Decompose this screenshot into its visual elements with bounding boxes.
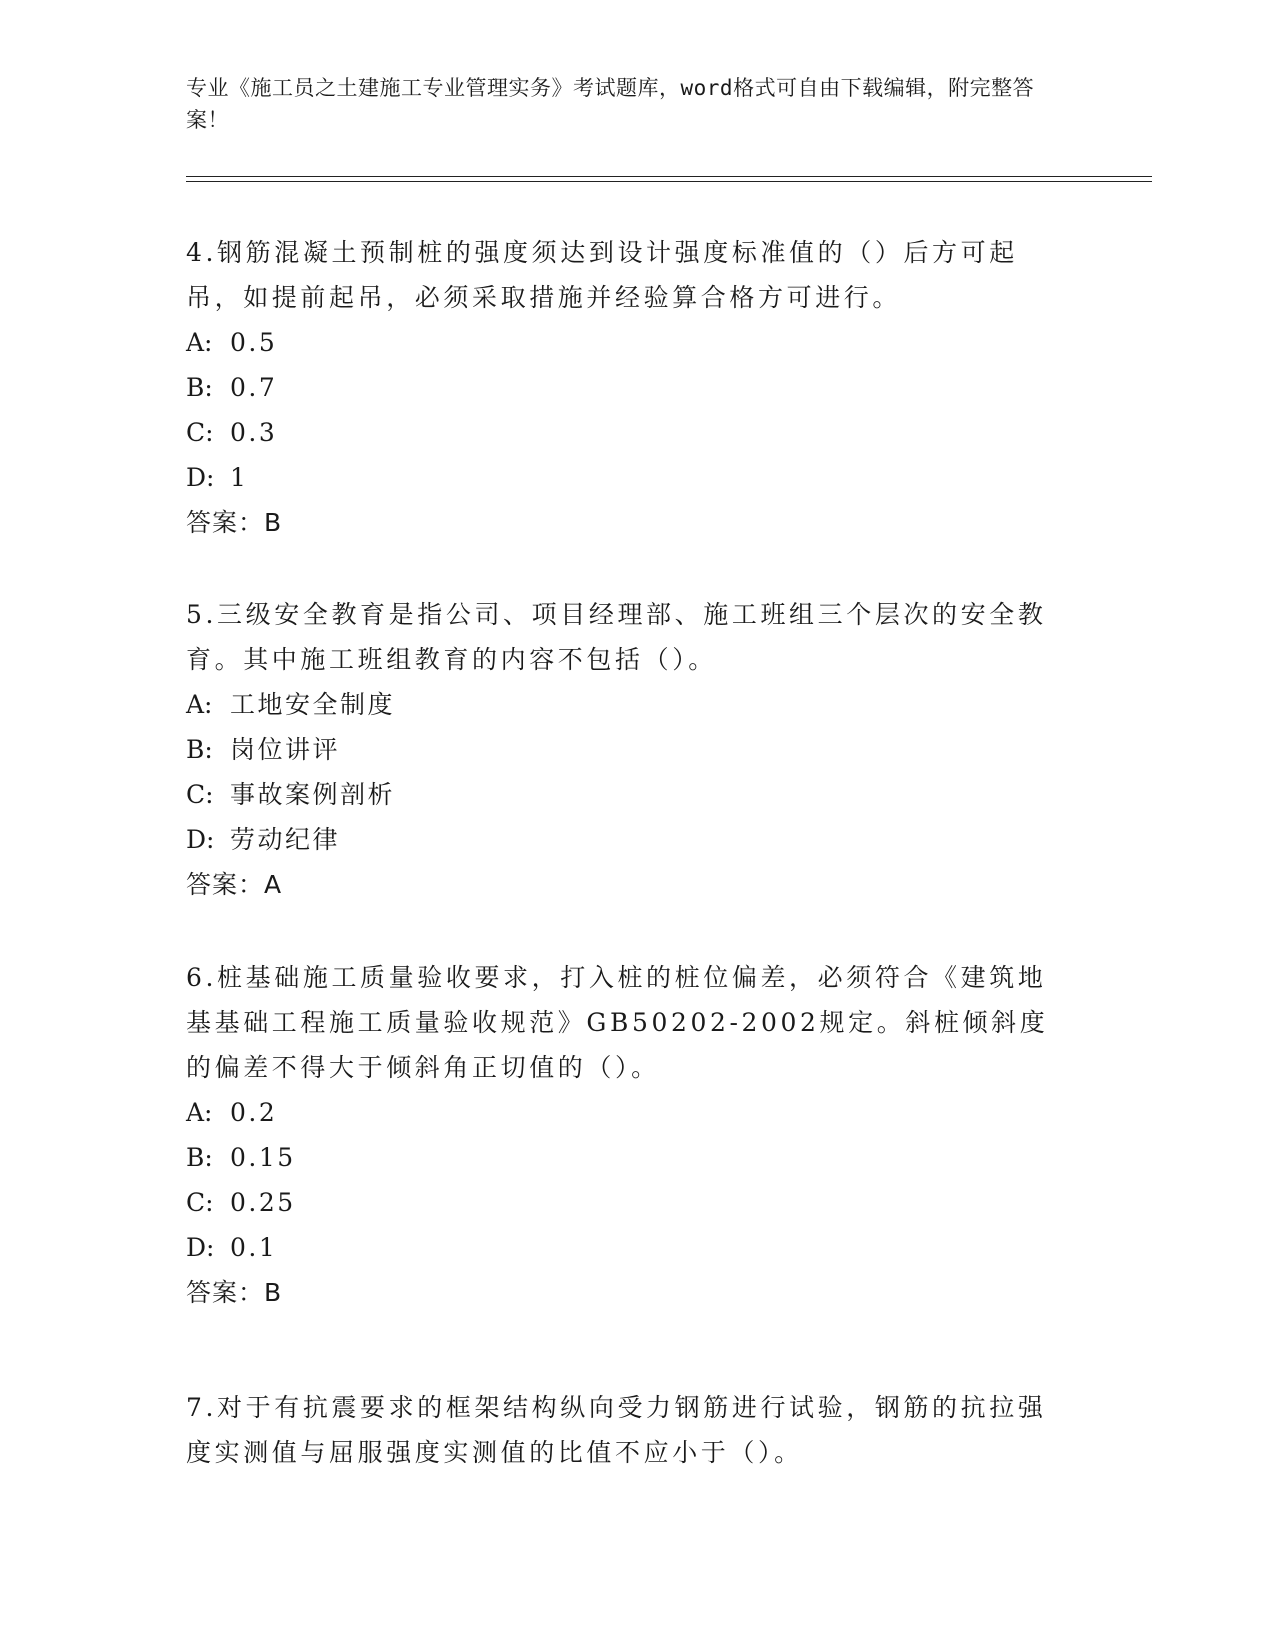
- option-label: B:: [186, 735, 213, 764]
- option-label: D:: [186, 463, 215, 492]
- question-stem: 7.对于有抗震要求的框架结构纵向受力钢筋进行试验，钢筋的抗拉强度实测值与屈服强度实测值的比值不应小于（）。: [186, 1393, 1047, 1467]
- header-divider-top: [186, 176, 1152, 177]
- answer: 答案：B: [186, 508, 283, 537]
- option-text: 劳动纪律: [230, 825, 341, 854]
- option-text: 0.7: [230, 373, 278, 402]
- option-label: A:: [186, 328, 213, 357]
- option-label: D:: [186, 1233, 215, 1262]
- option-text: 事故案例剖析: [230, 780, 396, 809]
- option-b: [186, 727, 1066, 772]
- option-label: D:: [186, 825, 215, 854]
- option-d: [186, 455, 1066, 500]
- option-text: 0.5: [230, 328, 278, 357]
- option-text: 工地安全制度: [230, 690, 396, 719]
- option-label: C:: [186, 1188, 214, 1217]
- option-c: [186, 410, 1066, 455]
- question-7: [186, 1385, 1066, 1475]
- option-text: 岗位讲评: [230, 735, 341, 764]
- option-text: 0.25: [230, 1188, 296, 1217]
- option-text: 0.3: [230, 418, 278, 447]
- option-text: 0.1: [230, 1233, 278, 1262]
- option-c: [186, 772, 1066, 817]
- option-label: C:: [186, 780, 214, 809]
- option-a: [186, 1090, 1066, 1135]
- option-d: [186, 1225, 1066, 1270]
- option-b: [186, 1135, 1066, 1180]
- option-text: 1: [230, 463, 249, 492]
- option-label: C:: [186, 418, 214, 447]
- question-stem: 6.桩基础施工质量验收要求，打入桩的桩位偏差，必须符合《建筑地基基础工程施工质量验收规范》GB50202-2002规定。斜桩倾斜度的偏差不得大于倾斜角正切值的（）。: [186, 963, 1049, 1082]
- option-a: [186, 320, 1066, 365]
- option-a: [186, 682, 1066, 727]
- option-label: A:: [186, 690, 213, 719]
- option-label: B:: [186, 373, 213, 402]
- question-4: [186, 230, 1066, 545]
- question-6: [186, 955, 1066, 1315]
- answer: 答案：A: [186, 870, 283, 899]
- option-b: [186, 365, 1066, 410]
- answer: 答案：B: [186, 1278, 283, 1307]
- option-label: A:: [186, 1098, 213, 1127]
- question-stem: 5.三级安全教育是指公司、项目经理部、施工班组三个层次的安全教育。其中施工班组教育的内容不包括（）。: [186, 600, 1047, 674]
- option-c: [186, 1180, 1066, 1225]
- document-intro: 专业《施工员之土建施工专业管理实务》考试题库，word格式可自由下载编辑，附完整答案！: [186, 76, 1035, 132]
- question-stem: 4.钢筋混凝土预制桩的强度须达到设计强度标准值的（）后方可起吊，如提前起吊，必须采取措施并经验算合格方可进行。: [186, 238, 1018, 312]
- option-label: B:: [186, 1143, 213, 1172]
- option-d: [186, 817, 1066, 862]
- option-text: 0.2: [230, 1098, 278, 1127]
- question-5: [186, 592, 1066, 907]
- header-divider-bottom: [186, 181, 1152, 182]
- option-text: 0.15: [230, 1143, 296, 1172]
